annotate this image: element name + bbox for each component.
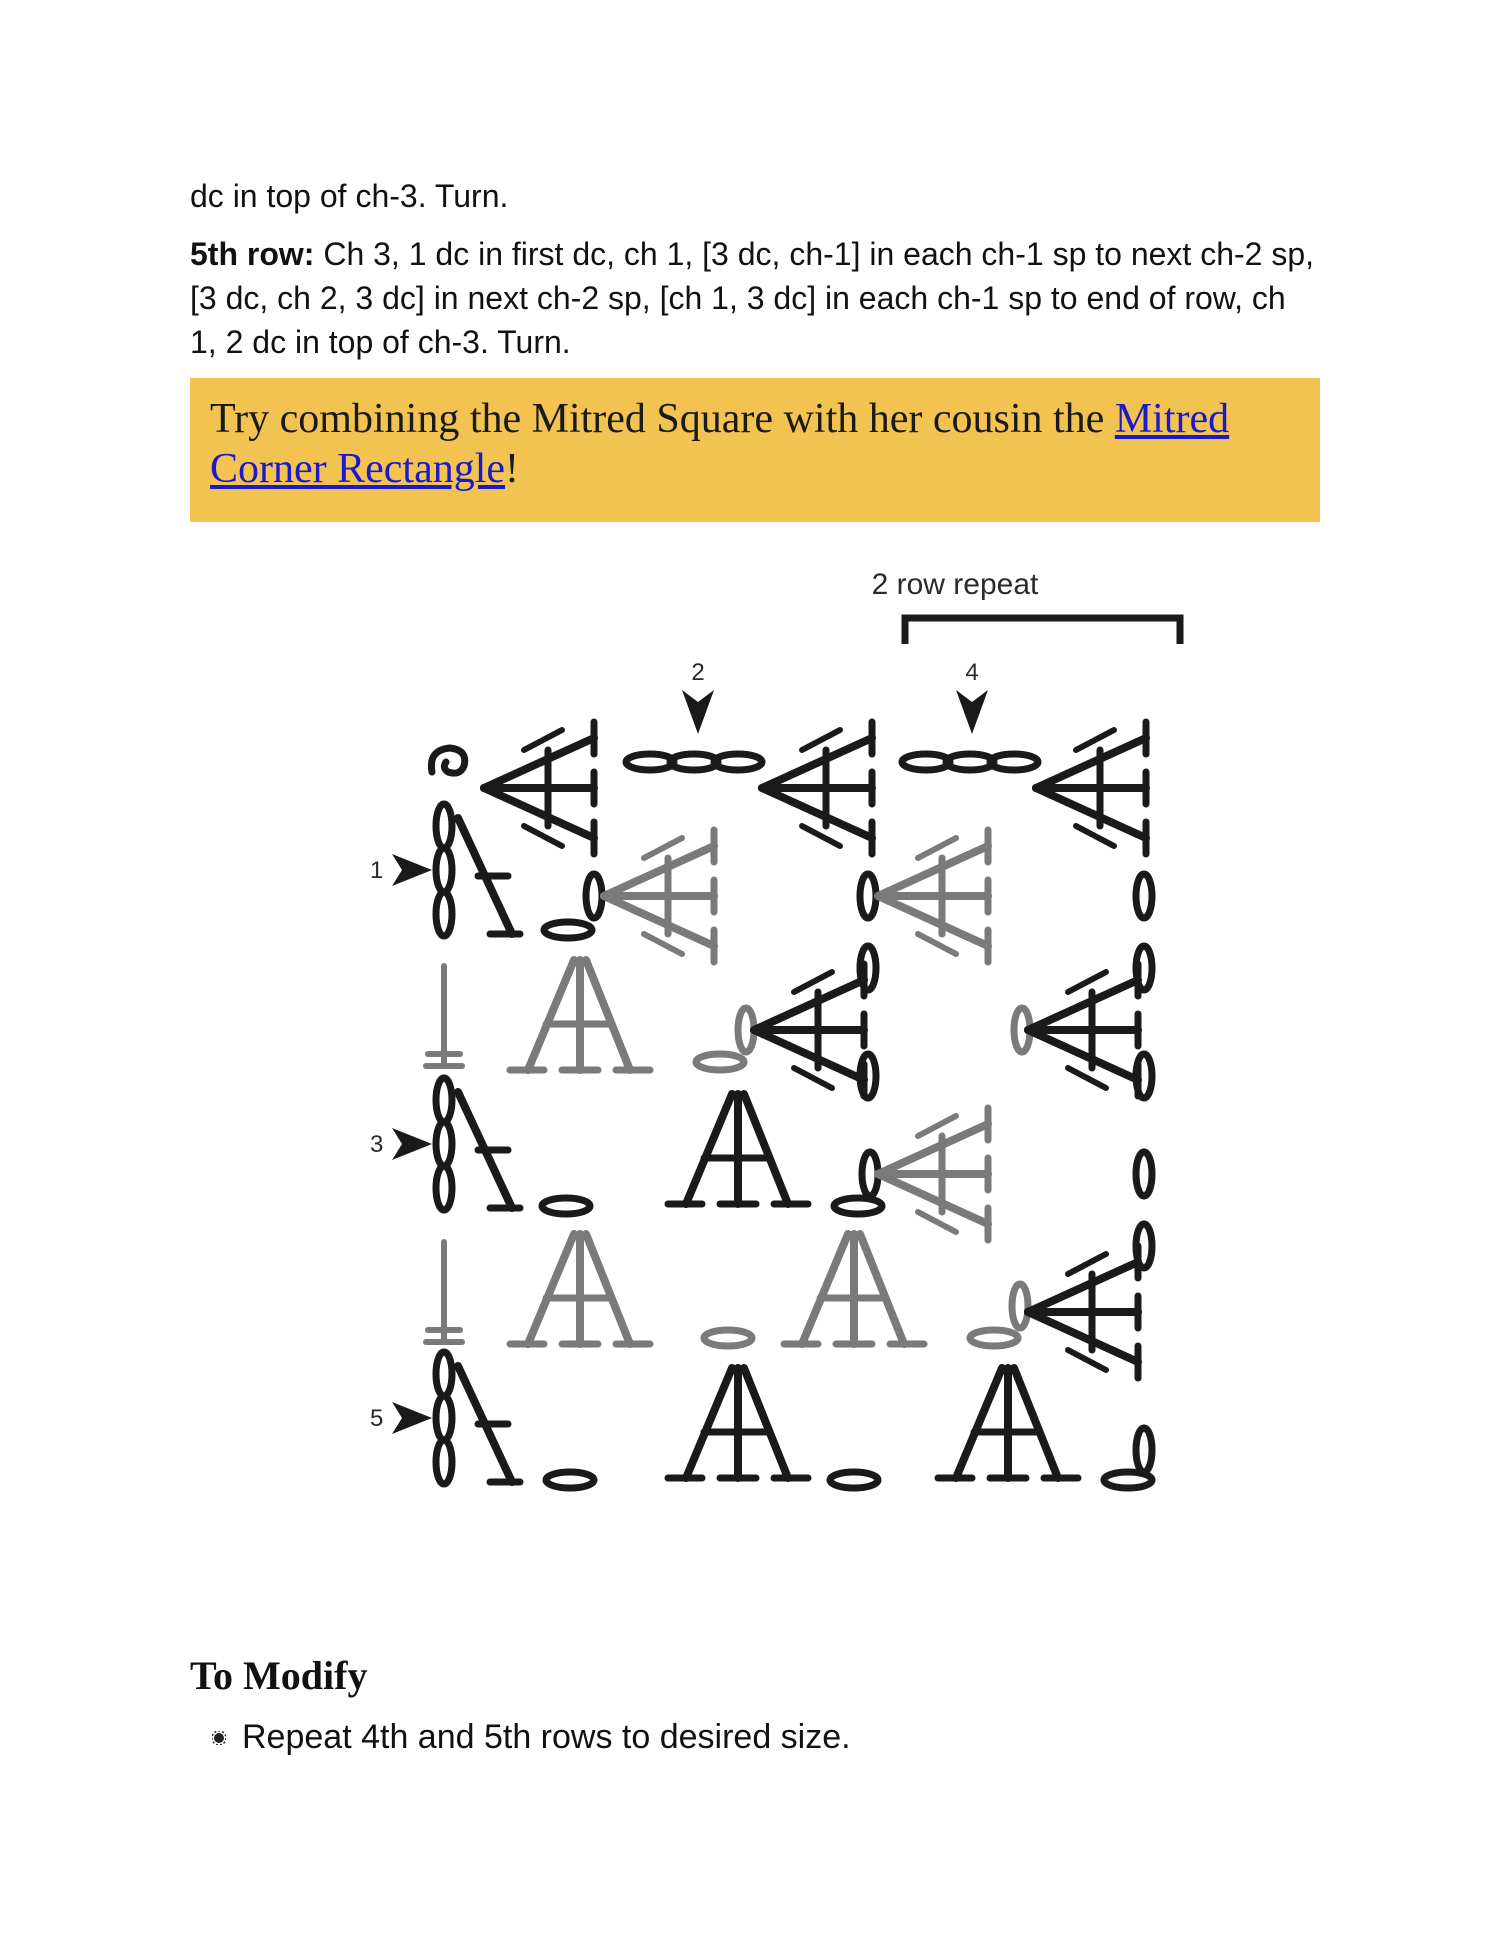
row-arrow-5 xyxy=(392,1402,432,1434)
row-marker-5: 5 xyxy=(370,1405,384,1432)
section-heading: To Modify xyxy=(190,1653,368,1698)
row-5-label: 5th row: xyxy=(190,236,315,272)
modify-list xyxy=(212,1718,851,1757)
row-marker-3: 3 xyxy=(370,1131,384,1158)
marker-4-arrow xyxy=(956,690,988,734)
tip-text xyxy=(210,394,1300,494)
marker-2-arrow xyxy=(682,690,714,734)
repeat-bracket xyxy=(905,618,1180,644)
marker-2-label: 2 xyxy=(691,659,705,686)
row-1-stitches xyxy=(436,804,1152,962)
row-arrow-3 xyxy=(392,1128,432,1160)
row-5-text: Ch 3, 1 dc in first dc, ch 1, [3 dc, ch-1] in each ch-1 sp to next ch-2 sp, [3 dc, ch 2, 3 dc] in next ch-2 sp, [ch 1, 3 dc] in each ch-1 sp to end of row, ch 1, 2 dc in top of ch-3. Turn. xyxy=(190,236,1315,360)
tip-callout xyxy=(190,378,1320,522)
crochet-stitch-chart xyxy=(340,556,1200,1516)
row-marker-1: 1 xyxy=(370,857,384,884)
row-arrow-1 xyxy=(392,854,432,886)
row-3-stitches xyxy=(436,1078,1152,1240)
mitred-corner-rectangle-link[interactable]: Mitred Corner Rectangle xyxy=(210,396,1230,492)
bullet-icon xyxy=(212,1731,226,1745)
marker-4-label: 4 xyxy=(965,659,979,686)
row-2-stitches xyxy=(426,946,1152,1098)
row-4-stitches xyxy=(426,1224,1152,1378)
row-5-stitches xyxy=(436,1352,1152,1488)
repeat-label: 2 row repeat xyxy=(871,568,1039,601)
tip-text-after: ! xyxy=(505,446,520,492)
continued-instruction: dc in top of ch-3. Turn. xyxy=(190,178,509,214)
top-row-stitches xyxy=(431,722,1146,854)
list-item xyxy=(212,1718,851,1757)
tip-text-before: Try combining the Mitred Square with her cousin the xyxy=(210,396,1115,442)
list-item-text: Repeat 4th and 5th rows to desired size. xyxy=(242,1718,851,1756)
row-5-instruction xyxy=(190,232,1320,364)
